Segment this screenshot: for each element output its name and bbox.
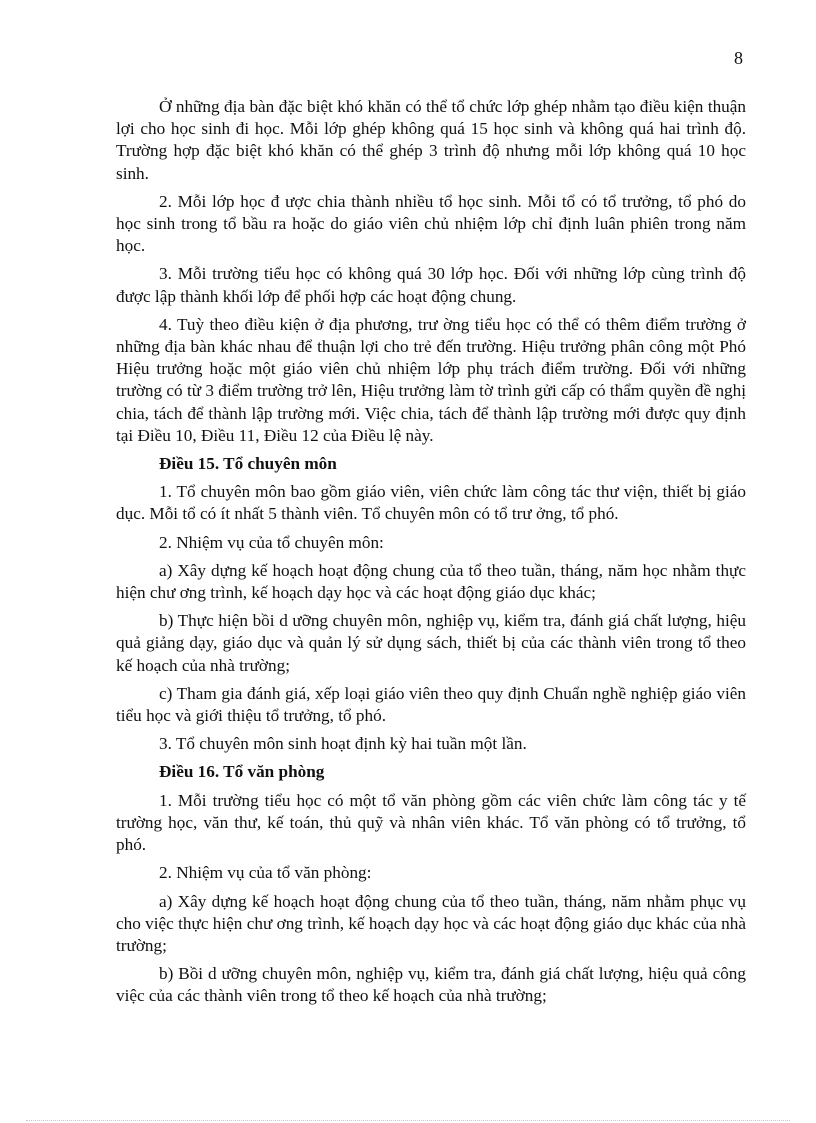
paragraph-meeting-schedule: 3. Tổ chuyên môn sinh hoạt định kỳ hai tuần một lần. [159, 734, 527, 754]
paragraph-professional-group-members: 1. Tổ chuyên môn bao gồm giáo viên, viên chức làm công tác thư viện, thiết bị giáo dục. Mỗi tổ có ít nhất 5 thành viên. Tổ chuyên môn có tổ trư ởng, tổ phó. [116, 482, 746, 524]
paragraph-satellite-schools: 4. Tuỳ theo điều kiện ở địa phương, trư ờng tiểu học có thể có thêm điểm trường ở những địa bàn khác nhau để thuận lợi cho trẻ đến trường. Hiệu trưởng phân công một Phó Hiệu trưởng hoặc một giáo viên chủ nhiệm lớp phụ trách điểm trường. Đối với những trường có từ 3 điểm trường trở lên, Hiệu trưởng làm tờ trình gửi cấp có thẩm quyền đề nghị chia, tách để thành lập trường mới. Việc chia, tách để thành lập trường mới được quy định tại Điều 10, Điều 11, Điều 12 của Điều lệ này. [116, 314, 746, 445]
heading-article-15: Điều 15. Tổ chuyên môn [159, 454, 337, 474]
page-number: 8 [734, 48, 743, 68]
paragraph-duty-a: a) Xây dựng kế hoạch hoạt động chung của tổ theo tuần, tháng, năm học nhằm thực hiện chư ơng trình, kế hoạch dạy học và các hoạt động giáo dục khác; [116, 560, 746, 603]
heading-article-16: Điều 16. Tổ văn phòng [159, 762, 325, 782]
paragraph-professional-group-duties: 2. Nhiệm vụ của tổ chuyên môn: [159, 532, 384, 552]
paragraph-duty-b: b) Thực hiện bồi d ưỡng chuyên môn, nghiệp vụ, kiểm tra, đánh giá chất lượng, hiệu quả giảng dạy, giáo dục và quản lý sử dụng sách, thiết bị của các thành viên trong tổ theo kế hoạch của nhà trường; [116, 611, 746, 675]
paragraph-duty-c: c) Tham gia đánh giá, xếp loại giáo viên theo quy định Chuẩn nghề nghiệp giáo viên tiểu học và giới thiệu tổ trưởng, tổ phó. [116, 683, 746, 726]
paragraph-office-duty-a: a) Xây dựng kế hoạch hoạt động chung của tổ theo tuần, tháng, năm nhằm phục vụ cho việc thực hiện chư ơng trình, kế hoạch dạy học và các hoạt động giáo dục khác của nhà trường; [116, 891, 746, 955]
paragraph-office-group-members: 1. Mỗi trường tiểu học có một tổ văn phòng gồm các viên chức làm công tác y tế trường học, văn thư, kế toán, thủ quỹ và nhân viên khác. Tổ văn phòng có tổ trưởng, tổ phó. [116, 790, 746, 855]
paragraph-office-duty-b: b) Bồi d ưỡng chuyên môn, nghiệp vụ, kiểm tra, đánh giá chất lượng, hiệu quả công việc của các thành viên trong tổ theo kế hoạch của nhà trường; [116, 964, 746, 1006]
paragraph-multigrade-classes: Ở những địa bàn đặc biệt khó khăn có thể tổ chức lớp ghép nhằm tạo điều kiện thuận lợi cho học sinh đi học. Mỗi lớp ghép không quá 15 học sinh và không quá hai trình độ. Trường hợp đặc biệt khó khăn có thể ghép 3 trình độ nhưng mỗi lớp không quá 10 học sinh. [116, 97, 746, 183]
footer-divider [26, 1120, 790, 1121]
paragraph-class-limit: 3. Mỗi trường tiểu học có không quá 30 lớp học. Đối với những lớp cùng trình độ được lập thành khối lớp để phối hợp các hoạt động chung. [116, 264, 746, 306]
paragraph-office-group-duties: 2. Nhiệm vụ của tổ văn phòng: [159, 863, 372, 883]
paragraph-student-groups: 2. Mỗi lớp học đ ược chia thành nhiều tổ học sinh. Mỗi tổ có tổ trưởng, tổ phó do học sinh trong tổ bầu ra hoặc do giáo viên chủ nhiệm lớp chỉ định luân phiên trong năm học. [116, 191, 746, 256]
document-body [116, 96, 746, 1014]
